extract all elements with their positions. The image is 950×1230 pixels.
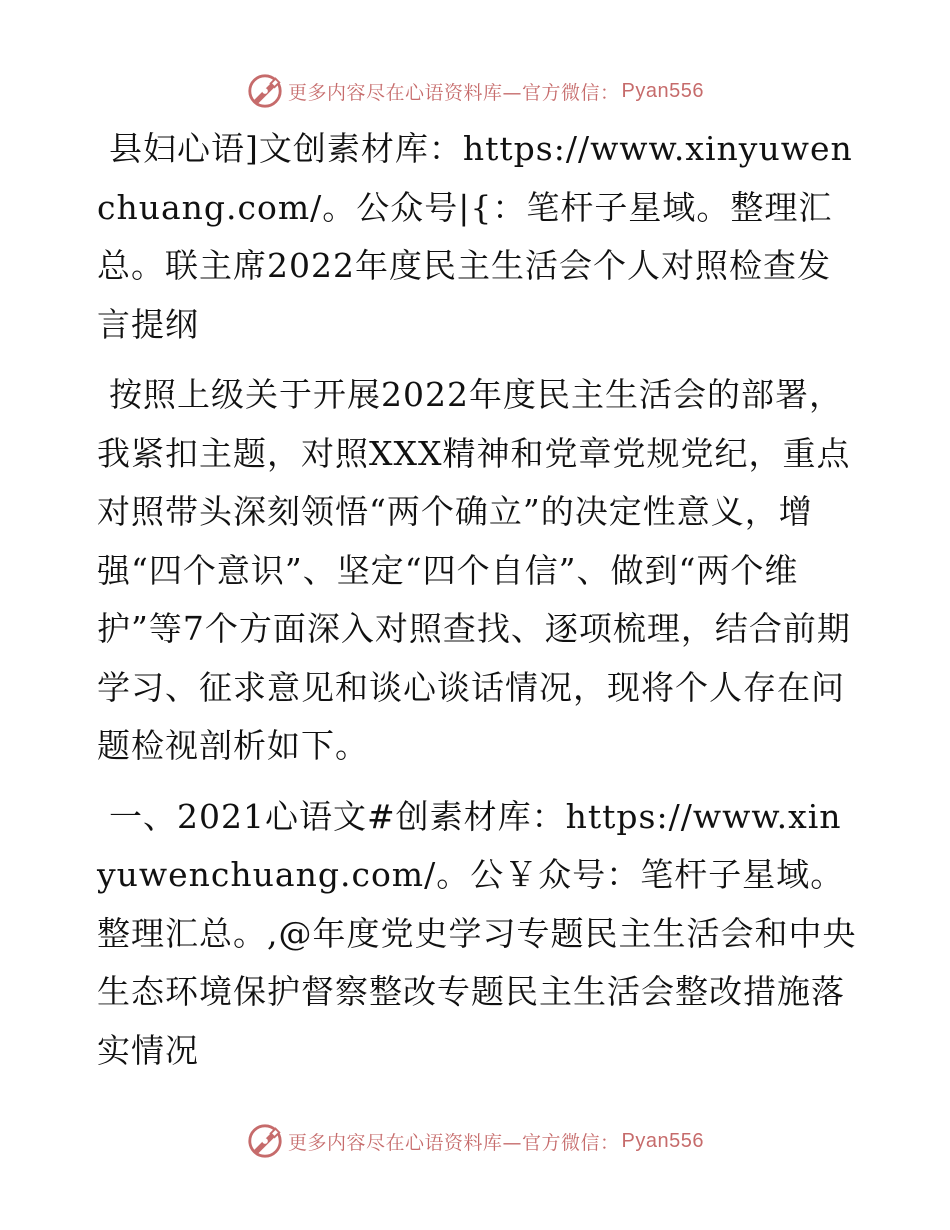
paragraph-title <box>97 120 857 354</box>
document-body <box>97 120 857 1092</box>
watermark-text: 更多内容尽在心语资料库—官方微信： <box>288 1131 620 1154</box>
watermark-wechat-id: Pyan556 <box>621 1129 704 1152</box>
pen-circle-icon <box>246 72 284 110</box>
watermark-text: 更多内容尽在心语资料库—官方微信： <box>288 81 620 104</box>
header-watermark <box>0 72 950 110</box>
watermark-wechat-id: Pyan556 <box>621 79 704 102</box>
paragraph-text: 县妇心语]文创素材库：https://www.xinyuwenchuang.com/。公众号|{：笔杆子星域。整理汇总。联主席2022年度民主生活会个人对照检查发言提纲 <box>97 129 853 344</box>
paragraph-text: 一、2021心语文#创素材库：https://www.xinyuwenchuang.com/。公￥众号：笔杆子星域。整理汇总。,@年度党史学习专题民主生活会和中央生态环境保护督察整改专题民主生活会整改措施落实情况 <box>97 796 857 1070</box>
paragraph-intro <box>97 366 857 776</box>
paragraph-section-heading <box>97 788 857 1081</box>
paragraph-text: 按照上级关于开展2022年度民主生活会的部署，我紧扣主题，对照XXX精神和党章党规党纪，重点对照带头深刻领悟“两个确立”的决定性意义，增强“四个意识”、坚定“四个自信”、做到“两个维护”等7个方面深入对照查找、逐项梳理，结合前期学习、征求意见和谈心谈话情况，现将个人存在问题检视剖析如下。 <box>97 375 851 765</box>
pen-circle-icon <box>246 1122 284 1160</box>
footer-watermark <box>0 1122 950 1160</box>
